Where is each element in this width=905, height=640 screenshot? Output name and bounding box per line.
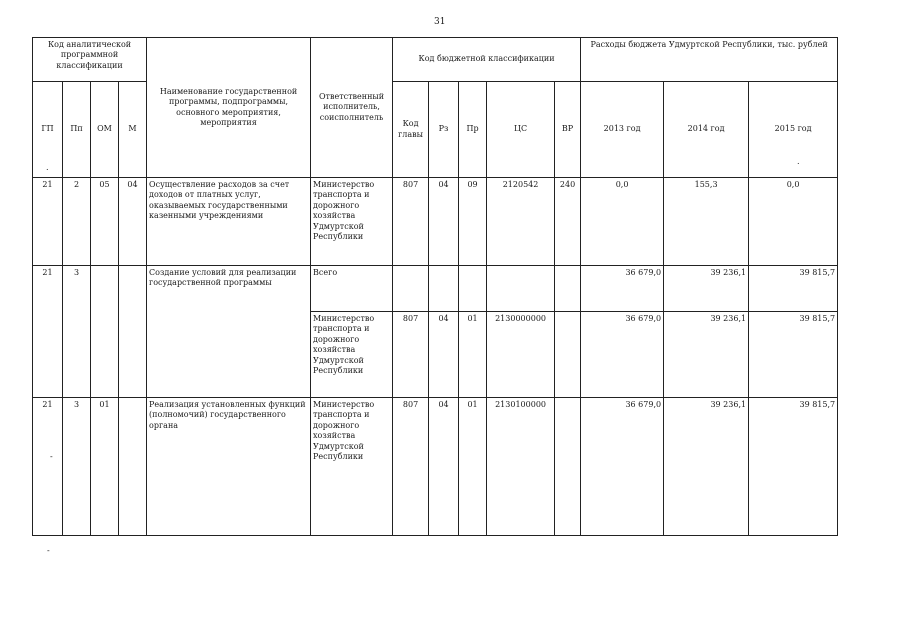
cell-om: 05 (91, 178, 119, 266)
cell-2014: 39 236,1 (664, 398, 749, 536)
header-cs: ЦС (487, 82, 555, 178)
header-m: М (119, 82, 147, 178)
header-vr: ВР (555, 82, 581, 178)
cell-cs: 2130000000 (487, 312, 555, 398)
header-expenses: Расходы бюджета Удмуртской Республики, тыс. рублей (581, 38, 838, 82)
cell-gp: 21 (33, 266, 63, 398)
cell-pp: 3 (63, 266, 91, 398)
cell-name: Осуществление расходов за счет доходов от платных услуг, оказываемых государственными казенными учреждениями (147, 178, 311, 266)
cell-2013: 36 679,0 (581, 398, 664, 536)
cell-cs: 2130100000 (487, 398, 555, 536)
header-gp: ГП (33, 82, 63, 178)
cell-executor: Министерство транспорта и дорожного хозяйства Удмуртской Республики (311, 398, 393, 536)
cell-glava: 807 (393, 178, 429, 266)
cell-pr: 01 (459, 398, 487, 536)
cell-executor: Министерство транспорта и дорожного хозяйства Удмуртской Республики (311, 178, 393, 266)
cell-2015: 0,0 (749, 178, 838, 266)
cell-pp: 2 (63, 178, 91, 266)
cell-vr: 240 (555, 178, 581, 266)
cell-glava (393, 266, 429, 312)
header-pp: Пп (63, 82, 91, 178)
header-budget-code: Код бюджетной классификации (393, 38, 581, 82)
cell-vr (555, 266, 581, 312)
header-code-glavy: Код главы (393, 82, 429, 178)
header-name: Наименование государственной программы, подпрограммы, основного мероприятия, мероприятия (147, 38, 311, 178)
cell-2015: 39 815,7 (749, 398, 838, 536)
header-executor: Ответственный исполнитель, соисполнитель (311, 38, 393, 178)
header-om: ОМ (91, 82, 119, 178)
header-rz: Рз (429, 82, 459, 178)
cell-om (91, 266, 119, 398)
stray-dot-mark: . (46, 163, 49, 172)
stray-dot-mark: . (797, 157, 800, 166)
header-2014: 2014 год (664, 82, 749, 178)
cell-om: 01 (91, 398, 119, 536)
cell-pp: 3 (63, 398, 91, 536)
table-row (33, 178, 838, 266)
cell-m (119, 398, 147, 536)
stray-dash-mark: - (50, 452, 53, 461)
cell-2015: 39 815,7 (749, 312, 838, 398)
cell-rz: 04 (429, 312, 459, 398)
page-number: 31 (434, 17, 446, 27)
header-row-top (33, 38, 838, 82)
cell-gp: 21 (33, 178, 63, 266)
header-pr: Пр (459, 82, 487, 178)
cell-gp: 21 (33, 398, 63, 536)
stray-dash-mark: - (47, 546, 50, 555)
cell-name: Реализация установленных функций (полномочий) государственного органа (147, 398, 311, 536)
table-row (33, 266, 838, 312)
cell-executor: Министерство транспорта и дорожного хозяйства Удмуртской Республики (311, 312, 393, 398)
header-analytic-code: Код аналитической программной классификации (33, 38, 147, 82)
cell-vr (555, 398, 581, 536)
cell-rz (429, 266, 459, 312)
cell-rz: 04 (429, 398, 459, 536)
cell-2015: 39 815,7 (749, 266, 838, 312)
cell-2014: 39 236,1 (664, 312, 749, 398)
cell-2014: 155,3 (664, 178, 749, 266)
header-2015: 2015 год (749, 82, 838, 178)
cell-glava: 807 (393, 398, 429, 536)
cell-m: 04 (119, 178, 147, 266)
cell-pr: 01 (459, 312, 487, 398)
cell-2013: 36 679,0 (581, 266, 664, 312)
cell-2014: 39 236,1 (664, 266, 749, 312)
cell-2013: 36 679,0 (581, 312, 664, 398)
cell-cs (487, 266, 555, 312)
cell-m (119, 266, 147, 398)
cell-vr (555, 312, 581, 398)
table-row (33, 398, 838, 536)
cell-2013: 0,0 (581, 178, 664, 266)
cell-name: Создание условий для реализации государственной программы (147, 266, 311, 398)
cell-glava: 807 (393, 312, 429, 398)
cell-rz: 04 (429, 178, 459, 266)
cell-executor: Всего (311, 266, 393, 312)
budget-table (32, 37, 838, 536)
header-2013: 2013 год (581, 82, 664, 178)
cell-cs: 2120542 (487, 178, 555, 266)
cell-pr: 09 (459, 178, 487, 266)
cell-pr (459, 266, 487, 312)
